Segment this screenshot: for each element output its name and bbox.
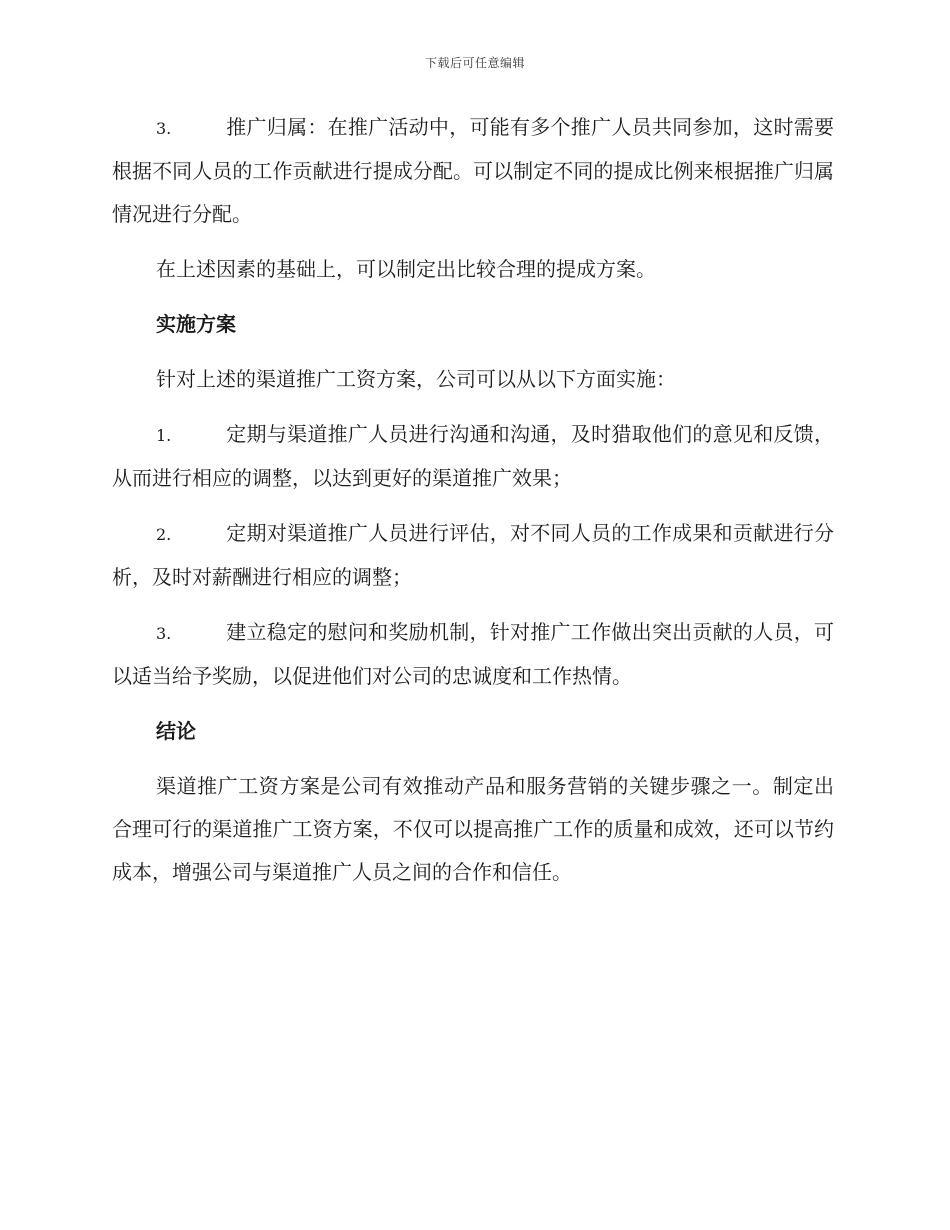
list-item-number: 3.: [156, 119, 172, 138]
list-item-number: 1.: [156, 426, 172, 445]
implementation-item-3: [112, 611, 834, 698]
implementation-heading: 实施方案: [156, 312, 236, 336]
implementation-item-1: [112, 413, 834, 500]
list-item-number: 3.: [156, 624, 172, 643]
list-item-text: 推广归属：在推广活动中，可能有多个推广人员共同参加，这时需要根据不同人员的工作贡献进行提成分配。可以制定不同的提成比例来根据推广归属情况进行分配。: [112, 115, 834, 226]
list-item-text: 定期对渠道推广人员进行评估，对不同人员的工作成果和贡献进行分析，及时对薪酬进行相应的调整；: [112, 521, 834, 589]
list-item-text: 定期与渠道推广人员进行沟通和沟通，及时猎取他们的意见和反馈，从而进行相应的调整，以达到更好的渠道推广效果；: [112, 422, 834, 490]
implementation-item-2: [112, 512, 834, 599]
list-item-text: 建立稳定的慰问和奖励机制，针对推广工作做出突出贡献的人员，可以适当给予奖励，以促进他们对公司的忠诚度和工作热情。: [112, 620, 834, 688]
header-note: 下载后可任意编辑: [424, 56, 525, 70]
summary-paragraph: 在上述因素的基础上，可以制定出比较合理的提成方案。: [156, 257, 656, 281]
conclusion-paragraph: 渠道推广工资方案是公司有效推动产品和服务营销的关键步骤之一。制定出合理可行的渠道推广工资方案，不仅可以提高推广工作的质量和成效，还可以节约成本，增强公司与渠道推广人员之间的合作和信任。: [112, 774, 834, 884]
implementation-lead-paragraph: 针对上述的渠道推广工资方案，公司可以从以下方面实施：: [156, 367, 676, 391]
conclusion-heading: 结论: [156, 719, 196, 743]
list-item-number: 2.: [156, 525, 172, 544]
document-body: [112, 106, 834, 906]
list-item-promotion-attribution: [112, 106, 834, 236]
